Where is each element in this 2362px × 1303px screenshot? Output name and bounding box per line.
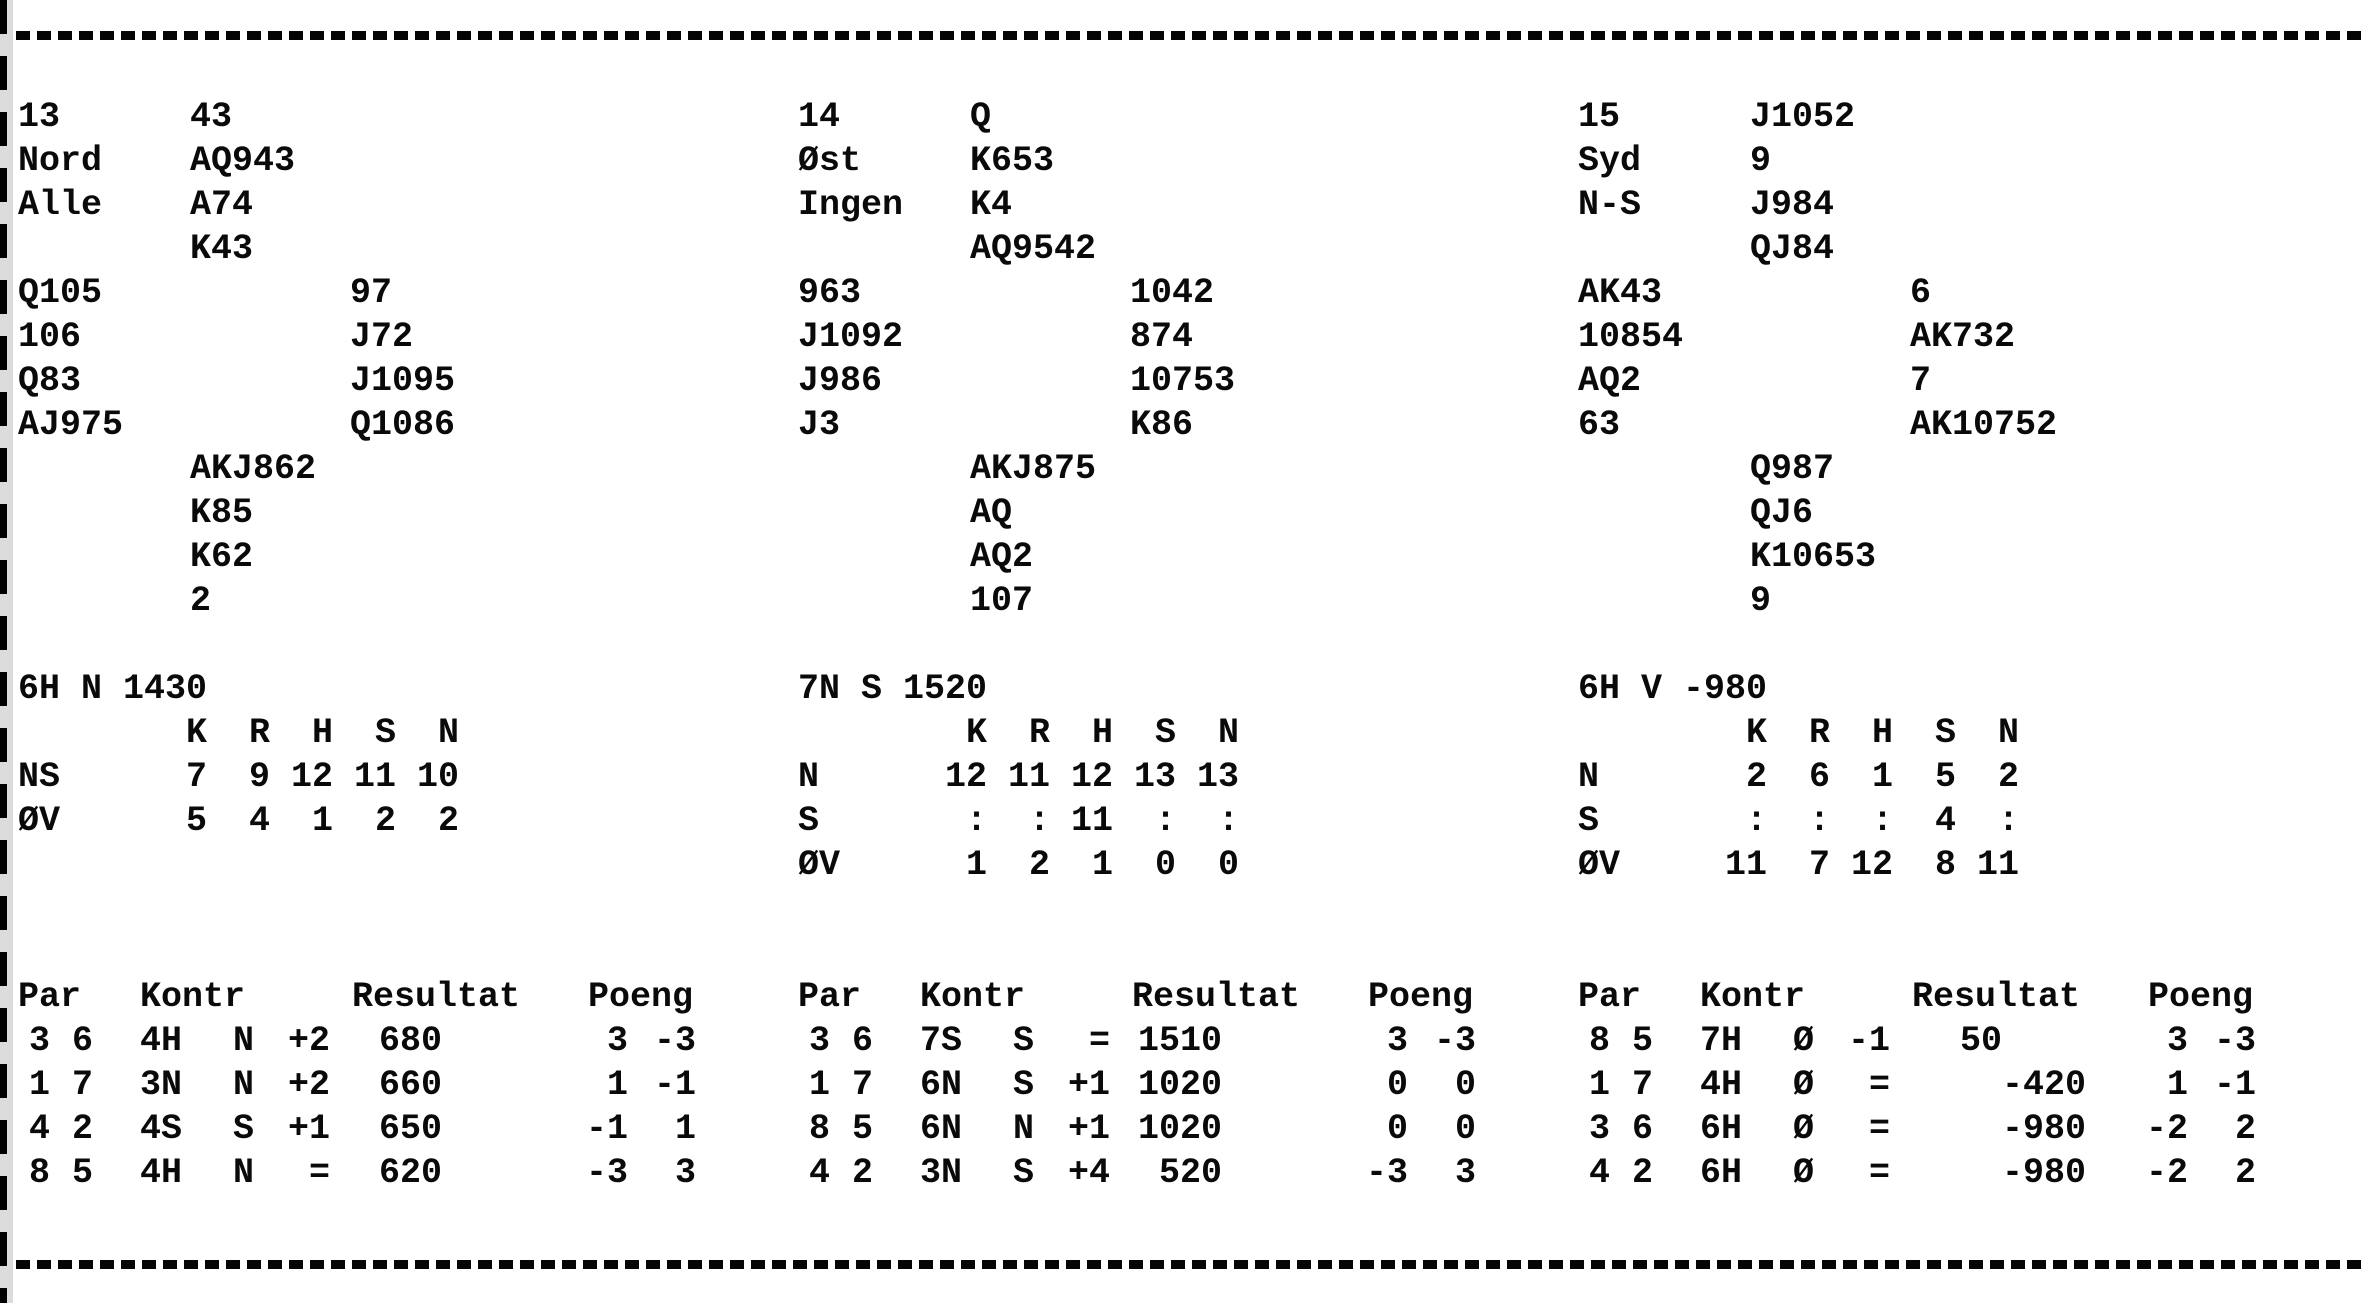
results-header-poeng: Poeng bbox=[1368, 977, 1474, 1017]
contract: 6N bbox=[920, 1065, 963, 1105]
east-hearts: J72 bbox=[350, 317, 414, 357]
pair-ns: 1 bbox=[29, 1065, 51, 1105]
west-diamonds: AQ2 bbox=[1578, 361, 1642, 401]
makeable-cell: : bbox=[1154, 801, 1176, 841]
poeng-ns: -2 bbox=[2145, 1153, 2188, 1193]
result-ns: 520 bbox=[1158, 1153, 1222, 1193]
makeable-cell: : bbox=[1871, 801, 1893, 841]
pair-ov: 6 bbox=[852, 1021, 874, 1061]
makeable-cell: : bbox=[1217, 801, 1239, 841]
west-spades: 963 bbox=[798, 273, 862, 313]
north-spades: J1052 bbox=[1750, 97, 1856, 137]
makeable-col-notrump: N bbox=[1217, 713, 1239, 753]
contract: 7H bbox=[1700, 1021, 1743, 1061]
poeng-ov: -1 bbox=[2213, 1065, 2256, 1105]
contract: 3N bbox=[920, 1153, 963, 1193]
declarer: N bbox=[233, 1065, 255, 1105]
pair-ns: 1 bbox=[809, 1065, 831, 1105]
results-header-kontr: Kontr bbox=[920, 977, 1026, 1017]
makeable-cell: 12 bbox=[290, 757, 333, 797]
poeng-ov: 3 bbox=[674, 1153, 696, 1193]
poeng-ov: 2 bbox=[2234, 1109, 2256, 1149]
makeable-cell: 2 bbox=[374, 801, 396, 841]
west-spades: AK43 bbox=[1578, 273, 1663, 313]
results-header-par: Par bbox=[18, 977, 82, 1017]
pair-ns: 8 bbox=[29, 1153, 51, 1193]
makeable-col-hearts: H bbox=[311, 713, 333, 753]
makeable-row-label: S bbox=[798, 801, 820, 841]
east-spades: 97 bbox=[350, 273, 393, 313]
west-clubs: J3 bbox=[798, 405, 841, 445]
makeable-cell: : bbox=[1808, 801, 1830, 841]
makeable-cell: 4 bbox=[248, 801, 270, 841]
vulnerability-label: Alle bbox=[18, 185, 103, 225]
pair-ns: 3 bbox=[1589, 1109, 1611, 1149]
declarer: Ø bbox=[1793, 1021, 1815, 1061]
east-clubs: AK10752 bbox=[1910, 405, 2058, 445]
south-diamonds: K62 bbox=[190, 537, 254, 577]
poeng-ns: 3 bbox=[2166, 1021, 2188, 1061]
trick-diff: = bbox=[308, 1153, 330, 1193]
makeable-cell: 12 bbox=[1850, 845, 1893, 885]
result-ns: 620 bbox=[378, 1153, 442, 1193]
makeable-cell: 9 bbox=[248, 757, 270, 797]
contract: 7S bbox=[920, 1021, 963, 1061]
pair-ns: 4 bbox=[809, 1153, 831, 1193]
makeable-row-label: ØV bbox=[1578, 845, 1621, 885]
contract: 4H bbox=[140, 1021, 183, 1061]
trick-diff: -1 bbox=[1847, 1021, 1890, 1061]
north-spades: Q bbox=[970, 97, 992, 137]
makeable-cell: 0 bbox=[1154, 845, 1176, 885]
poeng-ov: 3 bbox=[1454, 1153, 1476, 1193]
vulnerability-label: N-S bbox=[1578, 185, 1642, 225]
contract: 4S bbox=[140, 1109, 183, 1149]
north-spades: 43 bbox=[190, 97, 233, 137]
makeable-cell: 2 bbox=[1745, 757, 1767, 797]
results-header-kontr: Kontr bbox=[140, 977, 246, 1017]
west-hearts: 10854 bbox=[1578, 317, 1684, 357]
makeable-row-label: NS bbox=[18, 757, 61, 797]
makeable-cell: 5 bbox=[185, 801, 207, 841]
poeng-ns: 1 bbox=[606, 1065, 628, 1105]
declarer: S bbox=[233, 1109, 255, 1149]
west-clubs: 63 bbox=[1578, 405, 1621, 445]
result-ov: -980 bbox=[2001, 1109, 2086, 1149]
trick-diff: +1 bbox=[287, 1109, 330, 1149]
poeng-ns: -2 bbox=[2145, 1109, 2188, 1149]
east-clubs: K86 bbox=[1130, 405, 1194, 445]
makeable-col-diamonds: R bbox=[248, 713, 270, 753]
north-hearts: 9 bbox=[1750, 141, 1772, 181]
east-diamonds: J1095 bbox=[350, 361, 456, 401]
poeng-ov: -3 bbox=[2213, 1021, 2256, 1061]
poeng-ov: -3 bbox=[653, 1021, 696, 1061]
north-hearts: AQ943 bbox=[190, 141, 296, 181]
west-diamonds: Q83 bbox=[18, 361, 82, 401]
makeable-cell: 12 bbox=[1070, 757, 1113, 797]
result-ns: 680 bbox=[378, 1021, 442, 1061]
west-hearts: J1092 bbox=[798, 317, 904, 357]
west-spades: Q105 bbox=[18, 273, 103, 313]
pair-ov: 5 bbox=[1632, 1021, 1654, 1061]
board-panel-14 bbox=[798, 0, 1558, 1303]
makeable-row-label: S bbox=[1578, 801, 1600, 841]
result-ns: 1510 bbox=[1137, 1021, 1222, 1061]
pair-ns: 8 bbox=[1589, 1021, 1611, 1061]
board-number: 13 bbox=[18, 97, 61, 137]
pair-ns: 3 bbox=[29, 1021, 51, 1061]
poeng-ov: 0 bbox=[1454, 1065, 1476, 1105]
makeable-cell: : bbox=[1997, 801, 2019, 841]
makeable-cell: 7 bbox=[185, 757, 207, 797]
south-diamonds: K10653 bbox=[1750, 537, 1877, 577]
pair-ov: 6 bbox=[72, 1021, 94, 1061]
contract: 6N bbox=[920, 1109, 963, 1149]
east-hearts: AK732 bbox=[1910, 317, 2016, 357]
poeng-ns: 3 bbox=[606, 1021, 628, 1061]
north-diamonds: J984 bbox=[1750, 185, 1835, 225]
board-number: 14 bbox=[798, 97, 841, 137]
east-spades: 6 bbox=[1910, 273, 1932, 313]
makeable-row-label: N bbox=[798, 757, 820, 797]
results-header-kontr: Kontr bbox=[1700, 977, 1806, 1017]
result-ns: 50 bbox=[1959, 1021, 2002, 1061]
trick-diff: = bbox=[1868, 1109, 1890, 1149]
makeable-cell: 5 bbox=[1934, 757, 1956, 797]
south-clubs: 107 bbox=[970, 581, 1034, 621]
makeable-cell: 2 bbox=[1028, 845, 1050, 885]
declarer: N bbox=[233, 1021, 255, 1061]
trick-diff: +1 bbox=[1067, 1065, 1110, 1105]
result-ns: 650 bbox=[378, 1109, 442, 1149]
results-header-par: Par bbox=[798, 977, 862, 1017]
makeable-cell: 1 bbox=[1091, 845, 1113, 885]
north-clubs: QJ84 bbox=[1750, 229, 1835, 269]
pair-ov: 6 bbox=[1632, 1109, 1654, 1149]
trick-diff: = bbox=[1088, 1021, 1110, 1061]
optimum-contract-line: 6H V -980 bbox=[1578, 669, 1768, 709]
makeable-cell: 8 bbox=[1934, 845, 1956, 885]
east-spades: 1042 bbox=[1130, 273, 1215, 313]
declarer: S bbox=[1013, 1021, 1035, 1061]
makeable-cell: 11 bbox=[1976, 845, 2019, 885]
poeng-ns: 1 bbox=[2166, 1065, 2188, 1105]
board-panel-13 bbox=[18, 0, 778, 1303]
makeable-cell: : bbox=[965, 801, 987, 841]
makeable-cell: 10 bbox=[416, 757, 459, 797]
makeable-row-label: ØV bbox=[798, 845, 841, 885]
trick-diff: +2 bbox=[287, 1065, 330, 1105]
pair-ov: 5 bbox=[852, 1109, 874, 1149]
south-clubs: 2 bbox=[190, 581, 212, 621]
trick-diff: +2 bbox=[287, 1021, 330, 1061]
trick-diff: +4 bbox=[1067, 1153, 1110, 1193]
east-clubs: Q1086 bbox=[350, 405, 456, 445]
declarer: S bbox=[1013, 1153, 1035, 1193]
pair-ov: 7 bbox=[72, 1065, 94, 1105]
south-spades: Q987 bbox=[1750, 449, 1835, 489]
poeng-ov: -3 bbox=[1433, 1021, 1476, 1061]
makeable-cell: 13 bbox=[1196, 757, 1239, 797]
result-ov: -420 bbox=[2001, 1065, 2086, 1105]
poeng-ns: 0 bbox=[1386, 1109, 1408, 1149]
makeable-col-clubs: K bbox=[1745, 713, 1767, 753]
result-ns: 1020 bbox=[1137, 1109, 1222, 1149]
board-panel-15 bbox=[1578, 0, 2338, 1303]
contract: 6H bbox=[1700, 1153, 1743, 1193]
result-ns: 1020 bbox=[1137, 1065, 1222, 1105]
makeable-cell: 6 bbox=[1808, 757, 1830, 797]
makeable-cell: 2 bbox=[1997, 757, 2019, 797]
makeable-col-notrump: N bbox=[1997, 713, 2019, 753]
declarer: Ø bbox=[1793, 1109, 1815, 1149]
north-diamonds: K4 bbox=[970, 185, 1013, 225]
pair-ns: 1 bbox=[1589, 1065, 1611, 1105]
pair-ov: 7 bbox=[852, 1065, 874, 1105]
makeable-row-label: N bbox=[1578, 757, 1600, 797]
trick-diff: = bbox=[1868, 1065, 1890, 1105]
west-hearts: 106 bbox=[18, 317, 82, 357]
south-spades: AKJ875 bbox=[970, 449, 1097, 489]
dealer-label: Nord bbox=[18, 141, 103, 181]
poeng-ns: 0 bbox=[1386, 1065, 1408, 1105]
south-hearts: QJ6 bbox=[1750, 493, 1814, 533]
north-hearts: K653 bbox=[970, 141, 1055, 181]
declarer: Ø bbox=[1793, 1065, 1815, 1105]
makeable-cell: 1 bbox=[965, 845, 987, 885]
makeable-col-diamonds: R bbox=[1808, 713, 1830, 753]
contract: 4H bbox=[140, 1153, 183, 1193]
pair-ov: 2 bbox=[1632, 1153, 1654, 1193]
results-header-poeng: Poeng bbox=[588, 977, 694, 1017]
page-edge-artifact bbox=[0, 0, 7, 1303]
makeable-cell: 1 bbox=[311, 801, 333, 841]
north-clubs: AQ9542 bbox=[970, 229, 1097, 269]
vulnerability-label: Ingen bbox=[798, 185, 904, 225]
contract: 3N bbox=[140, 1065, 183, 1105]
east-hearts: 874 bbox=[1130, 317, 1194, 357]
pair-ns: 8 bbox=[809, 1109, 831, 1149]
makeable-col-hearts: H bbox=[1091, 713, 1113, 753]
makeable-cell: 13 bbox=[1133, 757, 1176, 797]
dealer-label: Syd bbox=[1578, 141, 1642, 181]
makeable-cell: : bbox=[1028, 801, 1050, 841]
makeable-col-spades: S bbox=[1154, 713, 1176, 753]
pair-ov: 5 bbox=[72, 1153, 94, 1193]
north-diamonds: A74 bbox=[190, 185, 254, 225]
contract: 6H bbox=[1700, 1109, 1743, 1149]
pair-ov: 2 bbox=[852, 1153, 874, 1193]
trick-diff: = bbox=[1868, 1153, 1890, 1193]
makeable-col-hearts: H bbox=[1871, 713, 1893, 753]
poeng-ov: 1 bbox=[674, 1109, 696, 1149]
trick-diff: +1 bbox=[1067, 1109, 1110, 1149]
makeable-cell: 1 bbox=[1871, 757, 1893, 797]
east-diamonds: 10753 bbox=[1130, 361, 1236, 401]
pair-ov: 7 bbox=[1632, 1065, 1654, 1105]
makeable-cell: 2 bbox=[437, 801, 459, 841]
poeng-ov: 2 bbox=[2234, 1153, 2256, 1193]
results-header-resultat: Resultat bbox=[1912, 977, 2081, 1017]
makeable-row-label: ØV bbox=[18, 801, 61, 841]
makeable-cell: 7 bbox=[1808, 845, 1830, 885]
south-spades: AKJ862 bbox=[190, 449, 317, 489]
contract: 4H bbox=[1700, 1065, 1743, 1105]
optimum-contract-line: 6H N 1430 bbox=[18, 669, 208, 709]
south-hearts: AQ bbox=[970, 493, 1013, 533]
makeable-cell: : bbox=[1745, 801, 1767, 841]
pair-ns: 4 bbox=[1589, 1153, 1611, 1193]
poeng-ns: -3 bbox=[1365, 1153, 1408, 1193]
south-diamonds: AQ2 bbox=[970, 537, 1034, 577]
makeable-cell: 12 bbox=[944, 757, 987, 797]
makeable-cell: 11 bbox=[353, 757, 396, 797]
makeable-cell: 4 bbox=[1934, 801, 1956, 841]
result-ns: 660 bbox=[378, 1065, 442, 1105]
makeable-col-clubs: K bbox=[965, 713, 987, 753]
makeable-col-diamonds: R bbox=[1028, 713, 1050, 753]
makeable-cell: 11 bbox=[1070, 801, 1113, 841]
pair-ns: 4 bbox=[29, 1109, 51, 1149]
dealer-label: Øst bbox=[798, 141, 862, 181]
poeng-ov: 0 bbox=[1454, 1109, 1476, 1149]
pair-ns: 3 bbox=[809, 1021, 831, 1061]
north-clubs: K43 bbox=[190, 229, 254, 269]
pair-ov: 2 bbox=[72, 1109, 94, 1149]
declarer: Ø bbox=[1793, 1153, 1815, 1193]
west-diamonds: J986 bbox=[798, 361, 883, 401]
results-header-poeng: Poeng bbox=[2148, 977, 2254, 1017]
poeng-ov: -1 bbox=[653, 1065, 696, 1105]
poeng-ns: 3 bbox=[1386, 1021, 1408, 1061]
declarer: S bbox=[1013, 1065, 1035, 1105]
west-clubs: AJ975 bbox=[18, 405, 124, 445]
declarer: N bbox=[233, 1153, 255, 1193]
results-header-resultat: Resultat bbox=[1132, 977, 1301, 1017]
makeable-cell: 0 bbox=[1217, 845, 1239, 885]
makeable-cell: 11 bbox=[1007, 757, 1050, 797]
result-ov: -980 bbox=[2001, 1153, 2086, 1193]
results-header-resultat: Resultat bbox=[352, 977, 521, 1017]
makeable-col-notrump: N bbox=[437, 713, 459, 753]
makeable-cell: 11 bbox=[1724, 845, 1767, 885]
makeable-col-clubs: K bbox=[185, 713, 207, 753]
optimum-contract-line: 7N S 1520 bbox=[798, 669, 988, 709]
south-clubs: 9 bbox=[1750, 581, 1772, 621]
board-number: 15 bbox=[1578, 97, 1621, 137]
makeable-col-spades: S bbox=[374, 713, 396, 753]
south-hearts: K85 bbox=[190, 493, 254, 533]
poeng-ns: -1 bbox=[585, 1109, 628, 1149]
makeable-col-spades: S bbox=[1934, 713, 1956, 753]
results-header-par: Par bbox=[1578, 977, 1642, 1017]
declarer: N bbox=[1013, 1109, 1035, 1149]
east-diamonds: 7 bbox=[1910, 361, 1932, 401]
poeng-ns: -3 bbox=[585, 1153, 628, 1193]
